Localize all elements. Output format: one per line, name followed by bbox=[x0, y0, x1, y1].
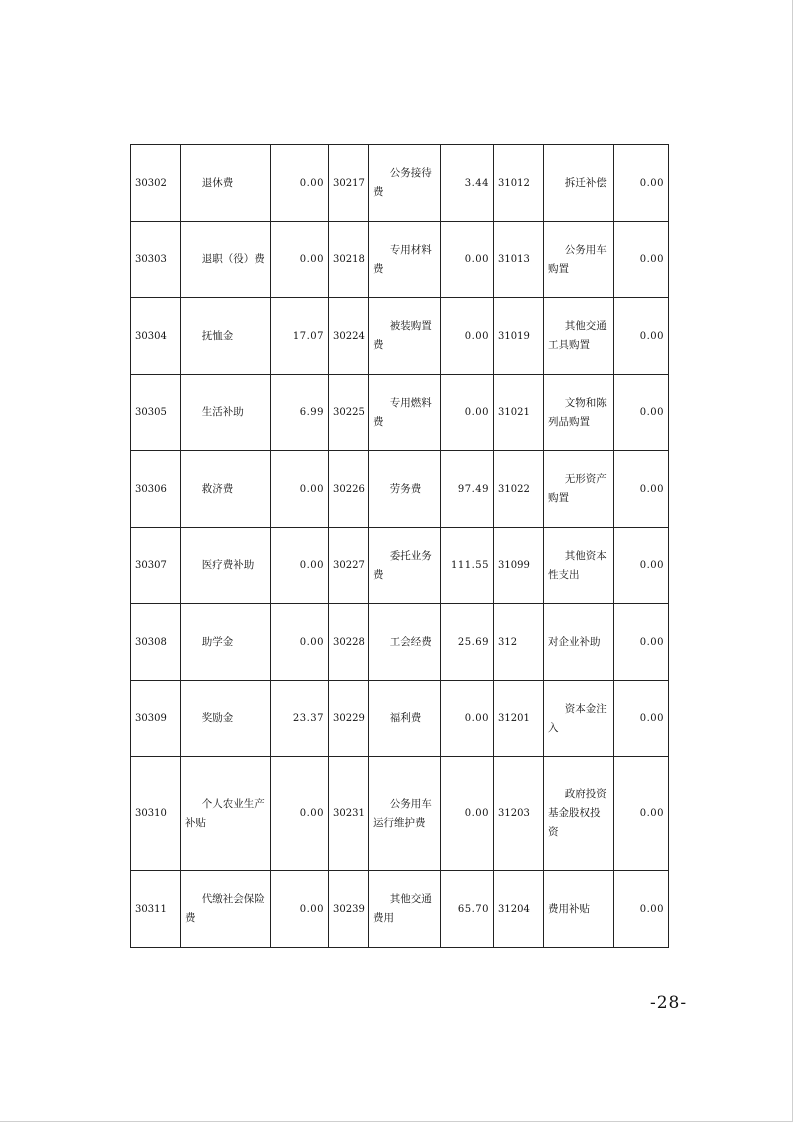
econ-code-3: 31022 bbox=[494, 451, 544, 528]
econ-code-1: 30306 bbox=[131, 451, 181, 528]
item-name-2: 公务用车运行维护费 bbox=[369, 757, 441, 871]
item-name-1: 医疗费补助 bbox=[181, 528, 271, 604]
item-name-3: 其他交通工具购置 bbox=[544, 298, 614, 375]
item-name-1: 救济费 bbox=[181, 451, 271, 528]
item-amount-1: 17.07 bbox=[271, 298, 329, 375]
item-amount-3: 0.00 bbox=[614, 604, 669, 681]
econ-code-3: 31099 bbox=[494, 528, 544, 604]
item-name-1: 生活补助 bbox=[181, 375, 271, 451]
item-amount-2: 0.00 bbox=[441, 757, 494, 871]
item-name-1: 抚恤金 bbox=[181, 298, 271, 375]
item-amount-3: 0.00 bbox=[614, 375, 669, 451]
item-name-3: 政府投资基金股权投资 bbox=[544, 757, 614, 871]
econ-code-3: 31203 bbox=[494, 757, 544, 871]
item-name-2: 其他交通费用 bbox=[369, 871, 441, 948]
table-row bbox=[131, 375, 669, 451]
item-name-3: 拆迁补偿 bbox=[544, 145, 614, 222]
item-name-2: 被装购置费 bbox=[369, 298, 441, 375]
item-name-1: 奖励金 bbox=[181, 681, 271, 757]
item-amount-2: 111.55 bbox=[441, 528, 494, 604]
econ-code-1: 30307 bbox=[131, 528, 181, 604]
item-amount-3: 0.00 bbox=[614, 222, 669, 298]
econ-code-2: 30226 bbox=[329, 451, 369, 528]
econ-code-3: 31013 bbox=[494, 222, 544, 298]
econ-code-3: 31021 bbox=[494, 375, 544, 451]
econ-code-3: 31204 bbox=[494, 871, 544, 948]
table-row bbox=[131, 871, 669, 948]
item-amount-1: 0.00 bbox=[271, 528, 329, 604]
econ-code-1: 30302 bbox=[131, 145, 181, 222]
econ-code-2: 30228 bbox=[329, 604, 369, 681]
item-name-1: 代缴社会保险费 bbox=[181, 871, 271, 948]
item-amount-2: 97.49 bbox=[441, 451, 494, 528]
econ-code-3: 31019 bbox=[494, 298, 544, 375]
item-name-3: 资本金注入 bbox=[544, 681, 614, 757]
item-amount-1: 23.37 bbox=[271, 681, 329, 757]
econ-code-2: 30217 bbox=[329, 145, 369, 222]
item-amount-2: 25.69 bbox=[441, 604, 494, 681]
item-amount-3: 0.00 bbox=[614, 528, 669, 604]
item-amount-3: 0.00 bbox=[614, 871, 669, 948]
table-row bbox=[131, 757, 669, 871]
econ-code-3: 31201 bbox=[494, 681, 544, 757]
item-name-3: 其他资本性支出 bbox=[544, 528, 614, 604]
econ-code-2: 30227 bbox=[329, 528, 369, 604]
item-amount-2: 0.00 bbox=[441, 222, 494, 298]
item-name-3: 无形资产购置 bbox=[544, 451, 614, 528]
item-name-1: 个人农业生产补贴 bbox=[181, 757, 271, 871]
econ-code-3: 31012 bbox=[494, 145, 544, 222]
table-row bbox=[131, 145, 669, 222]
item-amount-1: 0.00 bbox=[271, 757, 329, 871]
item-name-1: 助学金 bbox=[181, 604, 271, 681]
table-row bbox=[131, 451, 669, 528]
econ-code-1: 30311 bbox=[131, 871, 181, 948]
econ-code-1: 30309 bbox=[131, 681, 181, 757]
page-number: -28- bbox=[650, 993, 688, 1013]
item-amount-1: 0.00 bbox=[271, 871, 329, 948]
item-name-2: 委托业务费 bbox=[369, 528, 441, 604]
item-amount-1: 6.99 bbox=[271, 375, 329, 451]
item-amount-2: 65.70 bbox=[441, 871, 494, 948]
item-amount-3: 0.00 bbox=[614, 757, 669, 871]
econ-code-1: 30304 bbox=[131, 298, 181, 375]
table-row bbox=[131, 604, 669, 681]
item-amount-3: 0.00 bbox=[614, 451, 669, 528]
item-name-3: 费用补贴 bbox=[544, 871, 614, 948]
table-row bbox=[131, 681, 669, 757]
item-name-2: 劳务费 bbox=[369, 451, 441, 528]
item-amount-1: 0.00 bbox=[271, 145, 329, 222]
item-amount-3: 0.00 bbox=[614, 681, 669, 757]
econ-code-1: 30305 bbox=[131, 375, 181, 451]
table-row bbox=[131, 298, 669, 375]
item-amount-2: 0.00 bbox=[441, 681, 494, 757]
item-name-2: 福利费 bbox=[369, 681, 441, 757]
item-amount-3: 0.00 bbox=[614, 298, 669, 375]
item-name-1: 退休费 bbox=[181, 145, 271, 222]
item-name-1: 退职（役）费 bbox=[181, 222, 271, 298]
econ-code-1: 30303 bbox=[131, 222, 181, 298]
table-row bbox=[131, 528, 669, 604]
item-amount-1: 0.00 bbox=[271, 604, 329, 681]
item-amount-2: 3.44 bbox=[441, 145, 494, 222]
item-amount-2: 0.00 bbox=[441, 298, 494, 375]
item-amount-3: 0.00 bbox=[614, 145, 669, 222]
econ-code-2: 30218 bbox=[329, 222, 369, 298]
item-name-3: 公务用车购置 bbox=[544, 222, 614, 298]
table-row bbox=[131, 222, 669, 298]
econ-code-2: 30231 bbox=[329, 757, 369, 871]
item-name-3: 对企业补助 bbox=[544, 604, 614, 681]
econ-code-1: 30308 bbox=[131, 604, 181, 681]
econ-code-2: 30239 bbox=[329, 871, 369, 948]
item-name-2: 专用材料费 bbox=[369, 222, 441, 298]
econ-code-1: 30310 bbox=[131, 757, 181, 871]
item-name-2: 公务接待费 bbox=[369, 145, 441, 222]
item-amount-1: 0.00 bbox=[271, 451, 329, 528]
econ-code-3: 312 bbox=[494, 604, 544, 681]
expenditure-table bbox=[130, 144, 669, 948]
econ-code-2: 30229 bbox=[329, 681, 369, 757]
item-name-2: 工会经费 bbox=[369, 604, 441, 681]
item-name-3: 文物和陈列品购置 bbox=[544, 375, 614, 451]
item-amount-1: 0.00 bbox=[271, 222, 329, 298]
item-amount-2: 0.00 bbox=[441, 375, 494, 451]
item-name-2: 专用燃料费 bbox=[369, 375, 441, 451]
econ-code-2: 30224 bbox=[329, 298, 369, 375]
econ-code-2: 30225 bbox=[329, 375, 369, 451]
